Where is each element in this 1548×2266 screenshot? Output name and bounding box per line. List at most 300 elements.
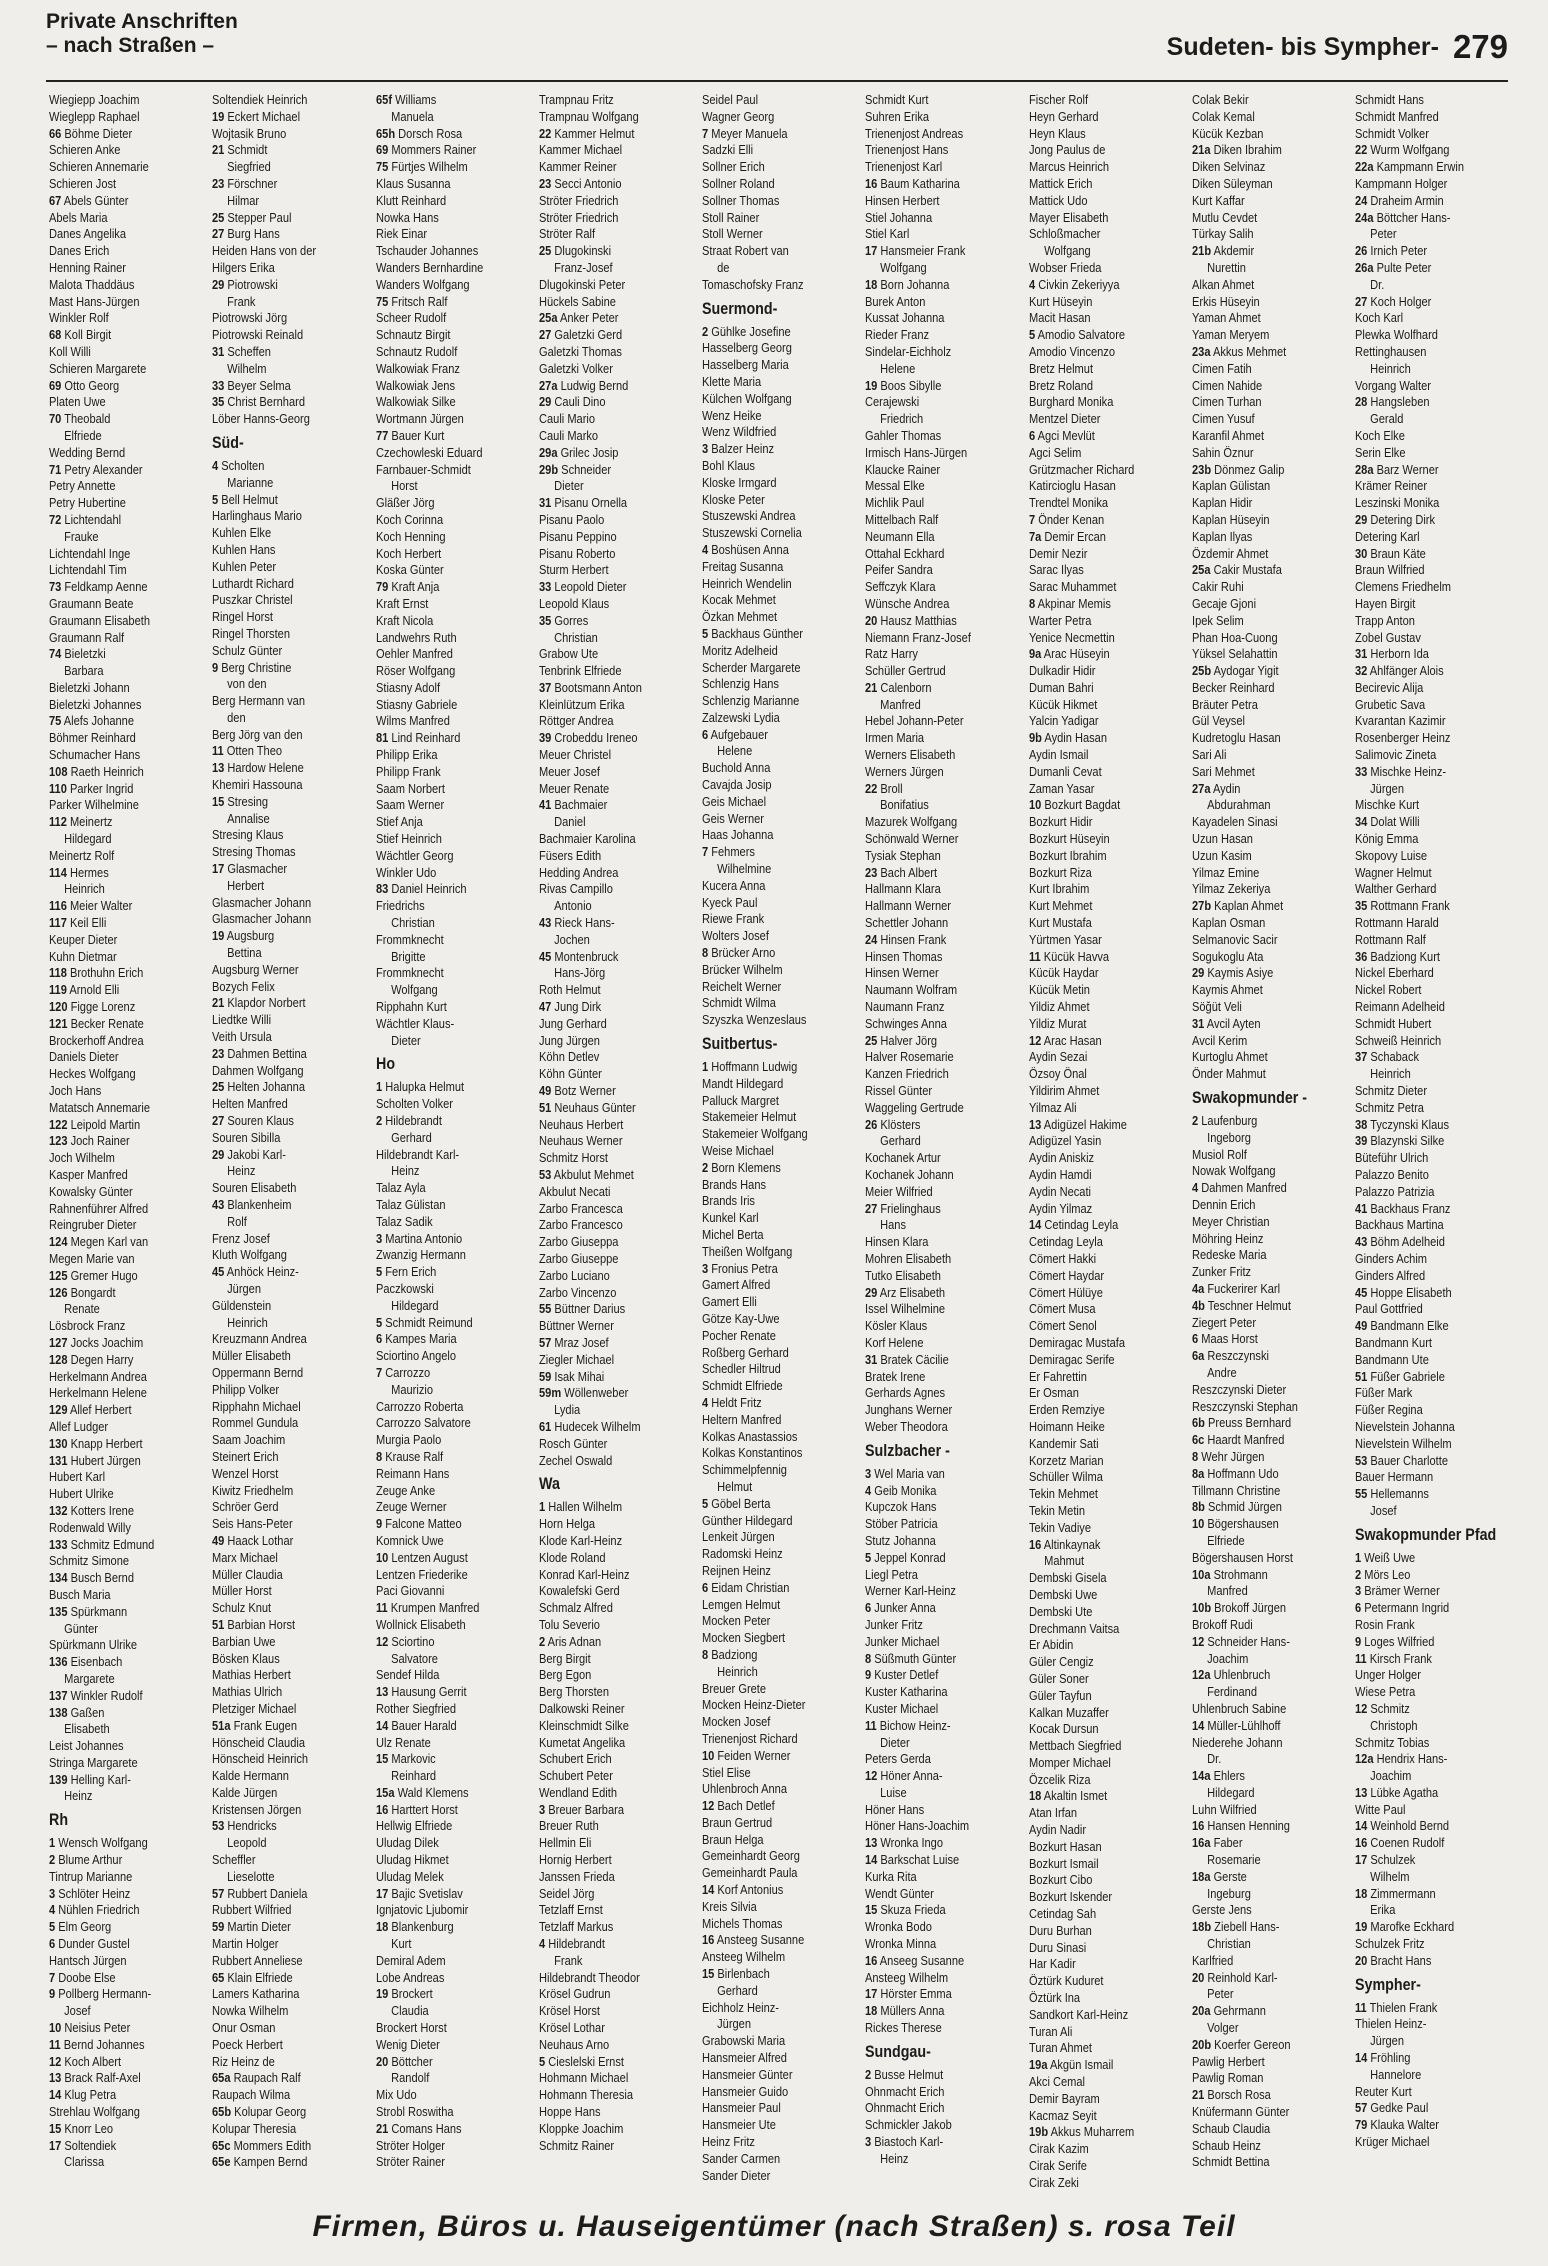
directory-entry: Hansmeier Guido [702,2083,789,2099]
directory-entry: Dembski Gisela [1028,1570,1107,1586]
directory-entry: Stakemeier Helmut [702,1109,797,1125]
directory-entry: Helten Manfred [212,1096,289,1112]
directory-entry: Kampmann Holger [1355,175,1448,191]
directory-entry: Duru Burhan [1028,1922,1092,1938]
directory-entry: Gül Veysel [1192,713,1246,729]
directory-entry: 26a Pulte Peter [1355,259,1432,275]
directory-entry: 14 Klug Petra [49,2087,117,2103]
directory-entry: Eichholz Heinz- [702,1999,780,2015]
directory-entry: Riz Heinz de [212,2053,276,2069]
directory-entry: Kaplan Osman [1192,915,1266,931]
directory-entry: Sadzki Elli [702,142,754,158]
directory-entry: 23 Secci Antonio [538,175,622,191]
entry-continuation: Hans-Jörg [554,965,606,981]
directory-entry: 36 Badziong Kurt [1355,948,1441,964]
directory-entry: 125 Gremer Hugo [49,1267,138,1283]
directory-entry: 65e Kampen Bernd [212,2154,308,2170]
directory-entry: Mandt Hildegard [702,1075,784,1091]
directory-entry: Kupczok Hans [865,1499,937,1515]
directory-entry: Ripphahn Michael [212,1398,301,1414]
directory-entry: 24a Böttcher Hans- [1355,209,1451,225]
directory-entry: Röttger Andrea [538,713,614,729]
directory-entry: 9 Pollberg Hermann- [49,1986,152,2002]
directory-entry: 7 Önder Kenan [1028,511,1104,527]
directory-entry: Abels Maria [49,209,108,225]
directory-entry: Sciortino Angelo [375,1348,456,1364]
directory-entry: Cakir Ruhi [1192,579,1244,595]
directory-entry: Hinsen Herbert [865,192,940,208]
entry-continuation: Manfred [880,696,922,712]
directory-entry: Herkelmann Helene [49,1385,147,1401]
directory-entry: Breuer Ruth [538,1818,599,1834]
directory-entry: 29 Cauli Dino [538,394,606,410]
directory-entry: Junghans Werner [865,1402,953,1418]
directory-entry: 10 Bozkurt Bagdat [1028,797,1120,813]
entry-continuation: Jochen [554,931,590,947]
directory-entry: Rubbert Wilfried [212,1902,292,1918]
directory-entry: 29b Schneider [538,461,611,477]
directory-entry: Yilmaz Emine [1192,864,1260,880]
directory-entry: Bozkurt Cibo [1028,1872,1093,1888]
directory-entry: Moritz Adelheid [702,642,778,658]
directory-entry: 51a Frank Eugen [212,1717,298,1733]
directory-entry: Lichtendahl Inge [49,545,131,561]
directory-entry: 19a Akgün Ismail [1028,2057,1114,2073]
entry-continuation: Gerald [1370,411,1404,427]
directory-entry: 138 Gaßen [49,1704,105,1720]
directory-entry: Cimen Fatih [1192,360,1252,376]
directory-entry: Yüksel Selahattin [1192,646,1278,662]
directory-entry: Schmidt Hans [1355,92,1425,107]
entry-continuation: Horst [390,478,418,494]
directory-entry: 3 Brämer Werner [1355,1583,1441,1599]
directory-entry: Demir Bayram [1028,2090,1100,2106]
directory-entry: 14 Bauer Harald [375,1717,457,1733]
directory-entry: Talaz Gülistan [375,1197,446,1212]
directory-entry: Reimann Adelheid [1355,999,1446,1015]
directory-entry: Jung Jürgen [538,1032,600,1048]
directory-entry: Kowalefski Gerd [538,1583,620,1599]
directory-entry: 35 Christ Bernhard [212,394,306,410]
directory-entry: 41 Backhaus Franz [1355,1200,1451,1216]
directory-entry: Winkler Rolf [49,310,109,326]
directory-entry: Graumann Elisabeth [49,612,150,628]
directory-entry: Piotrowski Reinald [212,327,304,343]
directory-entry: 9a Arac Hüseyin [1028,646,1110,662]
entry-continuation: Friedrich [880,411,924,427]
directory-entry: Röser Wolfgang [375,663,455,679]
directory-entry: 27 Frielinghaus [865,1200,942,1216]
directory-entry: Kaplan Gülistan [1192,478,1271,494]
entry-continuation: Heinrich [227,1314,269,1330]
directory-entry: 19 Augsburg [212,928,275,944]
directory-entry: 29 Arz Elisabeth [865,1284,946,1300]
directory-entry: 14 Weinhold Bernd [1355,1818,1450,1834]
directory-entry: Akbulut Necati [538,1183,611,1199]
directory-entry: 65c Mommers Edith [212,2137,312,2153]
directory-entry: Reuter Kurt [1355,2083,1413,2099]
directory-entry: Frommknecht [375,931,444,947]
directory-entry: Cetindag Sah [1028,1906,1096,1922]
entry-continuation: Wilhelm [227,360,267,376]
directory-entry: 5 Amodio Salvatore [1028,327,1125,343]
directory-entry: Saam Joachim [212,1432,286,1448]
directory-entry: 18 Zimmermann [1355,1885,1437,1901]
directory-entry: Kunkel Karl [702,1210,759,1226]
directory-entry: Nickel Robert [1355,982,1422,998]
directory-entry: 3 Wel Maria van [865,1465,946,1481]
directory-entry: 130 Knapp Herbert [49,1435,143,1451]
directory-entry: 12a Hendrix Hans- [1355,1751,1448,1767]
directory-entry: Glasmacher Johann [212,894,312,910]
directory-entry: Rottmann Ralf [1355,931,1427,947]
directory-entry: Theißen Wolfgang [702,1243,793,1259]
directory-entry: Heckes Wolfgang [49,1066,136,1082]
entry-continuation: Gerhard [717,1982,758,1998]
directory-entry: Karanfil Ahmet [1192,427,1265,443]
directory-entry: Tetzlaff Ernst [538,1902,603,1918]
directory-entry: Türkay Salih [1192,226,1254,242]
directory-entry: 4 Dahmen Manfred [1192,1180,1287,1196]
directory-entry: Petry Hubertine [49,495,126,511]
directory-entry: Frenz Josef [212,1230,271,1246]
directory-entry: Meuer Josef [538,763,600,779]
directory-entry: 13 Hardow Helene [212,760,305,776]
directory-entry: Leist Johannes [49,1738,124,1754]
directory-entry: Zarbo Luciano [538,1267,610,1283]
directory-entry: Kalde Jürgen [212,1784,278,1800]
directory-entry: Burghard Monika [1028,394,1114,410]
directory-entry: 9b Aydin Hasan [1028,730,1107,746]
directory-entry: Graumann Beate [49,595,134,611]
directory-entry: 53 Bauer Charlotte [1355,1452,1449,1468]
directory-entry: Schmitz Horst [538,1150,608,1166]
directory-entry: Wenz Wildfried [702,424,777,440]
directory-entry: 24 Hinsen Frank [865,931,947,947]
directory-entry: 110 Parker Ingrid [49,780,134,796]
directory-entry: Önder Mahmut [1192,1066,1266,1082]
directory-entry: Serin Elke [1355,444,1406,460]
directory-entry: Raupach Wilma [212,2087,291,2103]
entry-continuation: Wilhelm [1370,1868,1410,1884]
directory-entry: Korf Helene [865,1334,924,1350]
directory-entry: 21b Akdemir [1192,243,1255,259]
directory-entry: 33 Leopold Dieter [538,579,627,595]
directory-entry: Bozkurt Iskender [1028,1889,1112,1905]
directory-column [862,92,1025,2188]
directory-entry: Kanzen Friedrich [865,1066,950,1082]
directory-entry: 118 Brothuhn Erich [49,965,144,981]
directory-entry: Rodenwald Willy [49,1519,131,1535]
directory-entry: Radomski Heinz [702,1546,783,1562]
directory-entry: Schlenzig Marianne [702,693,800,709]
directory-entry: 4a Fuckerirer Karl [1192,1280,1281,1296]
entry-continuation: Claudia [390,2003,429,2019]
directory-entry: Schulz Knut [212,1600,272,1616]
entry-continuation: Hannelore [1370,2066,1422,2082]
directory-entry: 65f Williams [375,92,436,107]
directory-entry: Gemeinhardt Georg [702,1848,801,1864]
directory-entry: 7a Demir Ercan [1028,528,1106,544]
entry-continuation: de [717,259,730,275]
entry-continuation: Hildegard [390,1297,439,1313]
directory-entry: Seis Hans-Peter [212,1516,293,1532]
directory-entry: Bohl Klaus [702,457,756,473]
directory-entry: Werner Karl-Heinz [865,1583,957,1599]
directory-entry: Ohnmacht Erich [865,2083,945,2099]
directory-entry: 7 Fehmers [702,844,756,860]
entry-continuation: Jürgen [717,2016,752,2032]
directory-entry: Füßer Regina [1355,1402,1424,1418]
directory-entry: Gläßer Jörg [375,495,435,511]
directory-entry: Kocak Dursun [1028,1721,1099,1737]
directory-entry: 1 Wensch Wolfgang [49,1835,148,1851]
directory-entry: 22 Kammer Helmut [538,125,635,141]
directory-entry: Puszkar Christel [212,592,293,608]
directory-entry: 4 Boshüsen Anna [702,541,790,557]
directory-entry: Yilmaz Zekeriya [1192,881,1271,897]
directory-entry: Kaplan Hidir [1192,495,1253,511]
directory-entry: Kvarantan Kazimir [1355,713,1446,729]
directory-entry: Schulz Günter [212,642,283,658]
directory-entry: Güler Cengiz [1028,1654,1094,1670]
directory-entry: Ströter Ralf [538,226,595,242]
directory-entry: Roßberg Gerhard [702,1344,790,1360]
directory-entry: Sturm Herbert [538,562,609,578]
directory-entry: Yenice Necmettin [1028,629,1115,645]
directory-entry: Wiese Petra [1355,1684,1416,1700]
directory-entry: Saam Norbert [375,780,445,796]
directory-entry: Knüfermann Günter [1192,2104,1290,2120]
directory-entry: 3 Schlöter Heinz [49,1885,131,1901]
directory-entry: Halver Rosemarie [865,1049,955,1065]
directory-entry: Sari Mehmet [1192,763,1255,779]
directory-entry: Dalkowski Reiner [538,1700,625,1716]
directory-entry: Martin Holger [212,1936,279,1952]
directory-entry: Tillmann Christine [1192,1482,1281,1498]
directory-entry: Kaplan Hüseyin [1192,511,1270,527]
directory-entry: Grützmacher Richard [1028,461,1135,477]
directory-entry: Selmanovic Sacir [1192,931,1278,947]
directory-entry: Freitag Susanna [702,558,784,574]
directory-entry: Gerhards Agnes [865,1385,946,1401]
street-heading: Swakopmunder - [1192,1088,1308,1108]
directory-entry: Talaz Ayla [375,1180,426,1196]
directory-entry: Mathias Herbert [212,1667,292,1683]
directory-entry: Strehlau Wolfgang [49,2104,140,2120]
directory-entry: Rickes Therese [865,2020,943,2036]
directory-entry: Meier Wilfried [865,1183,934,1199]
directory-entry: Seidel Jörg [538,1885,595,1901]
directory-entry: Sollner Roland [702,175,775,191]
directory-entry: Müller Elisabeth [212,1348,292,1364]
directory-entry: Plewka Wolfhard [1355,327,1439,343]
directory-entry: Büteführ Ulrich [1355,1150,1429,1166]
directory-entry: 14 Cetindag Leyla [1028,1217,1119,1233]
directory-entry: Hönscheid Claudia [212,1734,306,1750]
directory-entry: 22a Kampmann Erwin [1355,159,1465,175]
directory-entry: Kussat Johanna [865,310,945,326]
directory-entry: 20 Hausz Matthias [865,612,958,628]
directory-entry: Kücük Kezban [1192,125,1264,141]
directory-entry: Rosenberger Heinz [1355,730,1451,746]
directory-entry: Kammer Michael [538,142,622,158]
directory-entry: Suhren Erika [865,108,930,124]
directory-entry: 28a Barz Werner [1355,461,1439,477]
entry-continuation: Hildegard [1207,1784,1255,1800]
directory-entry: Schwinges Anna [865,1015,948,1031]
directory-entry: Er Fahrettin [1028,1368,1087,1384]
directory-entry: 6 Eidam Christian [702,1579,790,1595]
directory-entry: Duru Sinasi [1028,1939,1087,1955]
directory-entry: 17 Hansmeier Frank [865,243,966,259]
directory-entry: 24 Draheim Armin [1355,192,1445,208]
entry-continuation: Frauke [64,528,99,544]
directory-entry: Yilmaz Ali [1028,1099,1077,1115]
directory-entry: Cirak Serife [1028,2158,1087,2174]
directory-entry: Schmitz Dieter [1355,1083,1428,1099]
directory-entry: 12 Sciortino [375,1633,435,1649]
directory-entry: Ströter Rainer [375,2154,445,2170]
entry-continuation: Jürgen [227,1280,262,1296]
directory-entry: Koch Corinna [375,511,443,527]
directory-entry: 136 Eisenbach [49,1654,123,1670]
directory-entry: Stutz Johanna [865,1532,937,1548]
directory-entry: Dembski Uwe [1028,1586,1098,1602]
directory-entry: Hohmann Michael [538,2070,629,2086]
page-number: 279 [1452,28,1508,65]
entry-continuation: Helene [880,360,916,376]
directory-entry: 53 Hendricks [212,1818,277,1834]
directory-entry: 1 Hallen Wilhelm [538,1499,623,1515]
entry-continuation: Helmut [717,1478,753,1494]
directory-entry: 75 Fürtjes Wilhelm [375,159,468,175]
directory-entry: Leopold Klaus [538,595,610,611]
directory-entry: Korzetz Marian [1028,1452,1104,1468]
directory-entry: Avcil Kerim [1192,1032,1248,1048]
directory-entry: Paci Giovanni [375,1583,444,1599]
directory-entry: Mix Udo [375,2087,417,2103]
directory-entry: Hallmann Werner [865,898,952,914]
directory-entry: Kochanek Johann [865,1167,955,1182]
directory-entry: Hubert Ulrike [49,1486,114,1502]
directory-entry: Cirak Zeki [1028,2174,1079,2188]
directory-entry: 70 Theobald [49,411,111,427]
directory-entry: Kücük Metin [1028,982,1090,998]
directory-entry: Klode Karl-Heinz [538,1532,623,1548]
directory-entry: 10 Neisius Peter [49,2020,131,2036]
directory-entry: Brockert Horst [375,2020,447,2036]
directory-entry: Barbian Uwe [212,1633,276,1649]
directory-entry: Zechel Oswald [538,1452,613,1468]
directory-entry: Hansmeier Paul [702,2100,782,2116]
directory-entry: Krüger Michael [1355,2134,1430,2150]
directory-entry: Schmalz Alfred [538,1600,613,1616]
directory-entry: 21 Klapdor Norbert [212,995,306,1011]
directory-entry: Mocken Heinz-Dieter [702,1697,806,1713]
directory-entry: Vorgang Walter [1355,377,1432,393]
directory-entry: Henning Rainer [49,259,126,275]
directory-entry: Mentzel Dieter [1028,411,1101,427]
directory-entry: Cetindag Leyla [1028,1234,1103,1250]
entry-continuation: Günter [64,1620,98,1636]
directory-entry: 3 Martina Antonio [375,1230,462,1246]
directory-entry: 128 Degen Harry [49,1351,134,1367]
entry-continuation: Elfriede [1207,1532,1245,1548]
directory-entry: Böhmer Reinhard [49,730,136,746]
directory-entry: 22 Broll [865,780,904,796]
directory-entry: Schmickler Jakob [865,2117,953,2133]
entry-continuation: Peter [1370,226,1397,242]
directory-entry: Schieren Jost [49,175,117,191]
directory-entry: Külchen Wolfgang [702,390,792,406]
directory-entry: Mazurek Wolfgang [865,814,958,830]
directory-entry: Büttner Werner [538,1318,614,1334]
directory-entry: Kiwitz Friedhelm [212,1482,294,1498]
header-subtitle: – nach Straßen – [46,34,215,57]
directory-entry: 68 Koll Birgit [49,327,112,343]
directory-entry: Wieglepp Raphael [49,108,140,124]
directory-entry: Dembski Ute [1028,1603,1093,1619]
directory-entry: 31 Scheffen [212,343,272,359]
directory-entry: Pocher Renate [702,1327,777,1343]
directory-entry: Herkelmann Andrea [49,1368,147,1384]
directory-entry: Sogukoglu Ata [1192,948,1264,964]
directory-entry: 31 Herborn Ida [1355,646,1430,662]
directory-entry: Kurt Mustafa [1028,915,1092,931]
directory-entry: Koch Henning [375,528,446,544]
directory-entry: Trienenjost Hans [865,142,949,158]
directory-entry: Schieren Anke [49,142,121,158]
directory-entry: Salimovic Zineta [1355,747,1437,763]
directory-entry: Yaman Ahmet [1192,310,1261,326]
directory-entry: Sarac Muhammet [1028,579,1117,595]
directory-entry: Ottahal Eckhard [865,545,945,561]
entry-continuation: Daniel [554,814,586,830]
directory-entry: Kurka Rita [865,1868,918,1884]
directory-entry: Schmidt Wilma [702,995,777,1011]
directory-entry: Kasper Manfred [49,1167,128,1182]
directory-column [46,92,209,2188]
directory-entry: Wendland Edith [538,1784,617,1800]
directory-entry: 16 Coenen Rudolf [1355,1835,1445,1851]
directory-entry: Kochanek Artur [865,1150,942,1166]
directory-entry: Neuhaus Werner [538,1133,623,1149]
directory-entry: 23 Dahmen Bettina [212,1045,308,1061]
directory-entry: Stief Anja [375,814,423,830]
directory-entry: Kandemir Sati [1028,1435,1099,1451]
directory-entry: Lemgen Helmut [702,1596,781,1612]
directory-entry: Mettbach Siegfried [1028,1738,1122,1754]
directory-entry: 30 Braun Käte [1355,545,1427,561]
directory-entry: Malota Thaddäus [49,276,135,292]
directory-entry: Parker Wilhelmine [49,797,139,813]
directory-entry: Pisanu Paolo [538,511,605,527]
directory-entry: Tekin Mehmet [1028,1486,1098,1502]
directory-entry: Ziegert Peter [1192,1314,1257,1330]
directory-entry: 17 Hörster Emma [865,1986,953,2002]
directory-entry: Schönwald Werner [865,831,959,847]
directory-entry: Cauli Marko [538,427,598,443]
directory-entry: 28 Hangsleben [1355,394,1430,410]
directory-entry: 131 Hubert Jürgen [49,1452,141,1468]
directory-entry: Mattick Erich [1028,175,1093,191]
directory-entry: Kammer Reiner [538,159,617,175]
directory-entry: Yaman Meryem [1192,327,1270,343]
directory-entry: 21 Calenborn [865,679,933,695]
directory-entry: 39 Blazynski Silke [1355,1133,1445,1149]
directory-entry: Mattick Udo [1028,192,1088,208]
